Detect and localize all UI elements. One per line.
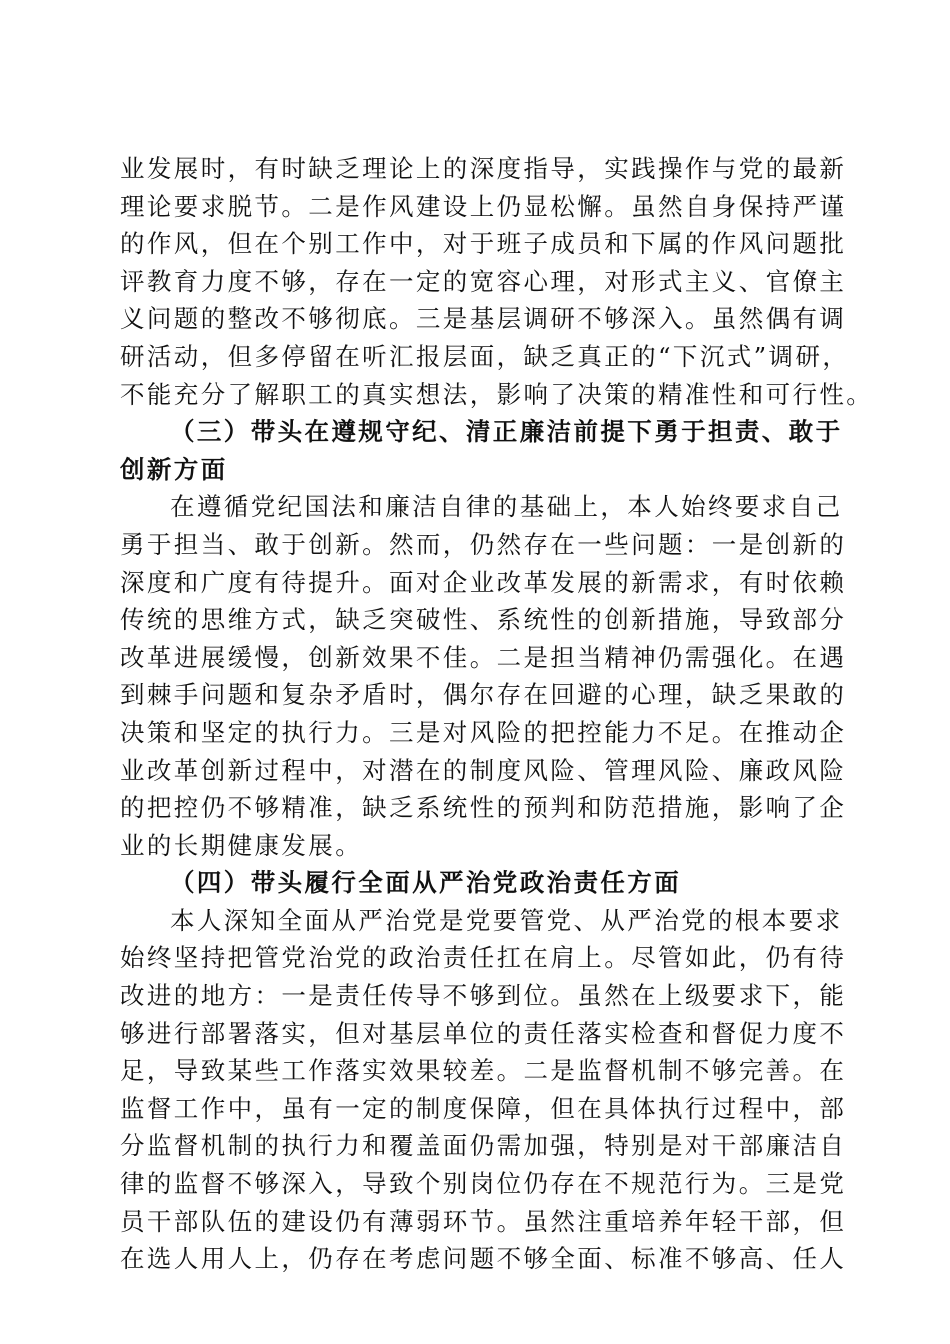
text-line: 业改革创新过程中，对潜在的制度风险、管理风险、廉政风险 (120, 755, 847, 785)
text-line: 理论要求脱节。二是作风建设上仍显松懈。虽然自身保持严谨 (120, 191, 847, 221)
text-line: 始终坚持把管党治党的政治责任扛在肩上。尽管如此，仍有待 (120, 943, 847, 973)
text-line: 传统的思维方式，缺乏突破性、系统性的创新措施，导致部分 (120, 605, 847, 635)
paragraph-start: 在遵循党纪国法和廉洁自律的基础上，本人始终要求自己 (170, 492, 843, 522)
text-line: 义问题的整改不够彻底。三是基层调研不够深入。虽然偶有调 (120, 304, 847, 334)
paragraph-end: 业的长期健康发展。 (120, 830, 363, 860)
text-line: 不能充分了解职工的真实想法，影响了决策的精准性和可行性。 (120, 379, 874, 409)
text-line: 勇于担当、敢于创新。然而，仍然存在一些问题：一是创新的 (120, 529, 847, 559)
text-line: 研活动，但多停留在听汇报层面，缺乏真正的“下沉式”调研， (120, 341, 850, 371)
text-line: 到棘手问题和复杂矛盾时，偶尔存在回避的心理，缺乏果敢的 (120, 680, 847, 710)
text-line: 的作风，但在个别工作中，对于班子成员和下属的作风问题批 (120, 229, 847, 259)
text-line: 改进的地方：一是责任传导不够到位。虽然在上级要求下，能 (120, 981, 847, 1011)
section-heading-3-cont: 创新方面 (120, 454, 228, 484)
text-line: 律的监督不够深入，导致个别岗位仍存在不规范行为。三是党 (120, 1169, 847, 1199)
text-line: 的把控仍不够精准，缺乏系统性的预判和防范措施，影响了企 (120, 793, 847, 823)
text-line: 够进行部署落实，但对基层单位的责任落实检查和督促力度不 (120, 1018, 847, 1048)
text-line: 改革进展缓慢，创新效果不佳。二是担当精神仍需强化。在遇 (120, 642, 847, 672)
text-line: 分监督机制的执行力和覆盖面仍需加强，特别是对干部廉洁自 (120, 1131, 847, 1161)
text-line: 业发展时，有时缺乏理论上的深度指导，实践操作与党的最新 (120, 154, 847, 183)
text-line: 评教育力度不够，存在一定的宽容心理，对形式主义、官僚主 (120, 266, 847, 296)
section-heading-3: （三）带头在遵规守纪、清正廉洁前提下勇于担责、敢于 (170, 417, 843, 447)
text-line: 员干部队伍的建设仍有薄弱环节。虽然注重培养年轻干部，但 (120, 1206, 847, 1236)
section-heading-4: （四）带头履行全面从严治党政治责任方面 (170, 868, 682, 898)
text-line: 监督工作中，虽有一定的制度保障，但在具体执行过程中，部 (120, 1093, 847, 1123)
text-line: 深度和广度有待提升。面对企业改革发展的新需求，有时依赖 (120, 567, 847, 597)
text-line: 在选人用人上，仍存在考虑问题不够全面、标准不够高、任人 (120, 1244, 847, 1274)
document-page (120, 150, 874, 1278)
text-line: 决策和坚定的执行力。三是对风险的把控能力不足。在推动企 (120, 717, 847, 747)
text-line: 足，导致某些工作落实效果较差。二是监督机制不够完善。在 (120, 1056, 847, 1086)
paragraph-start: 本人深知全面从严治党是党要管党、从严治党的根本要求 (170, 905, 843, 935)
